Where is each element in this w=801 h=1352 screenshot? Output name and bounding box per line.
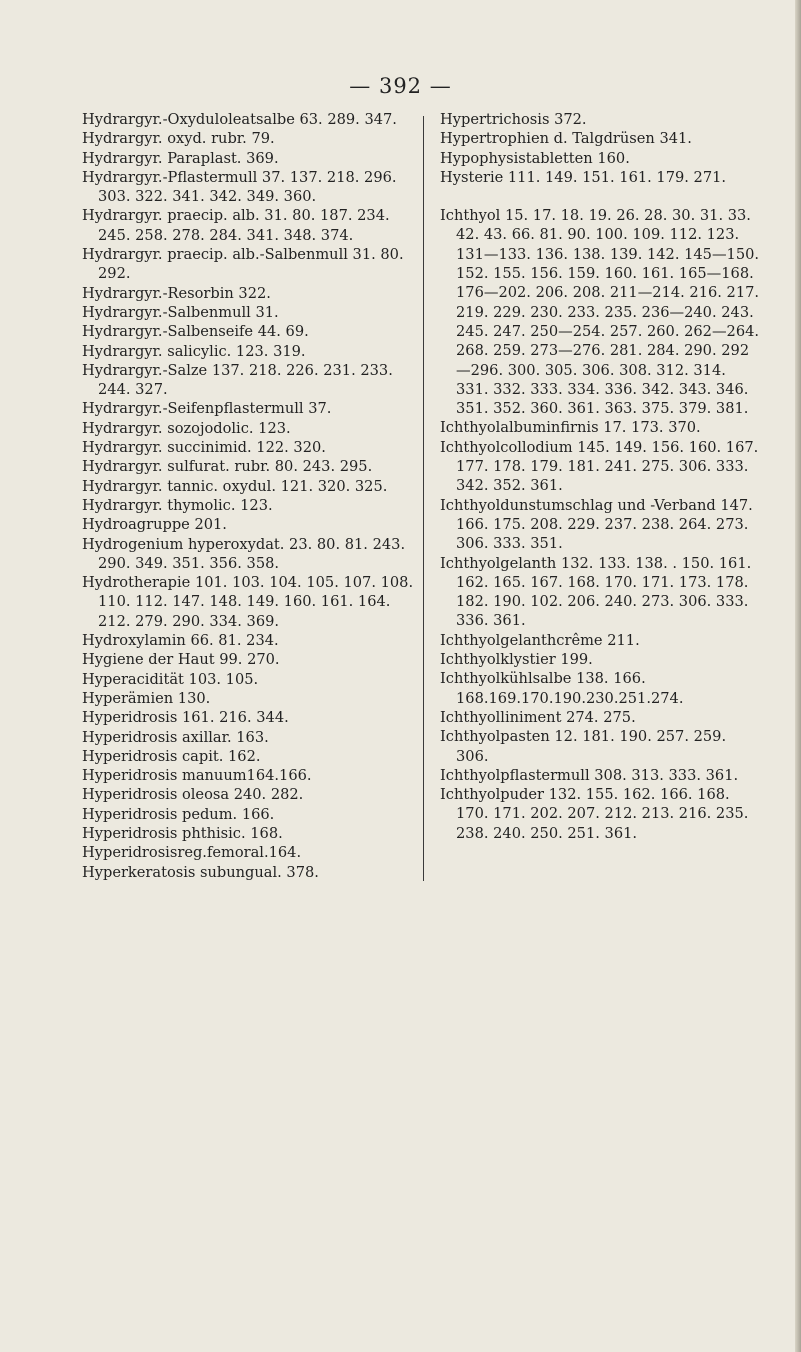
index-entry: Hydrargyr.-Salbenseife 44. 69. (82, 323, 309, 341)
index-entry: Ichthyolgelanthcrême 211. (440, 631, 640, 649)
index-entry: Hypertrophien d. Talgdrüsen 341. (440, 130, 692, 148)
index-entry: Hydrargyr. Paraplast. 369. (82, 149, 279, 167)
index-entry: Hydrargyr. praecip. alb. 31. 80. 187. 234. 245. 258. 278. 284. 341. 348. 374. (82, 207, 390, 244)
index-entry: Hyperidrosis manuum164.166. (82, 767, 312, 785)
index-entry: Hypophysistabletten 160. (440, 149, 630, 167)
index-entry: Hydrargyr. praecip. alb.-Salbenmull 31. 80. 292. (82, 246, 404, 283)
index-entry: Hydrogenium hyperoxydat. 23. 80. 81. 243. 290. 349. 351. 356. 358. (82, 535, 406, 572)
index-entry: Hyperkeratosis subungual. 378. (82, 863, 319, 881)
index-entry: Ichthyolklystier 199. (440, 651, 593, 669)
index-entry: Ichthyolcollodium 145. 149. 156. 160. 167. 177. 178. 179. 181. 241. 275. 306. 333. 342. 352. 361. (440, 438, 759, 495)
index-entry: Hyperidrosis oleosa 240. 282. (82, 786, 304, 804)
index-entry: Ichthyolgelanth 132. 133. 138. . 150. 161. 162. 165. 167. 168. 170. 171. 173. 178. 182. 190. 102. 206. 240. 273. 306. 333. 336. 361. (440, 554, 752, 630)
index-entry: Hyperacidität 103. 105. (82, 670, 259, 688)
index-entry: Hyperidrosis axillar. 163. (82, 728, 269, 746)
index-entry: Ichthyolpasten 12. 181. 190. 257. 259. 306. (440, 728, 727, 765)
index-entry: Ichthyolkühlsalbe 138. 166. 168.169.170.190.230.251.274. (440, 670, 684, 707)
index-entry: Ichthyolalbuminfirnis 17. 173. 370. (440, 419, 701, 437)
index-entry: Hyperidrosis capit. 162. (82, 747, 261, 765)
index-entry: Hydrargyr. sozojodolic. 123. (82, 419, 291, 437)
column-divider (423, 116, 424, 881)
right-index-column (440, 110, 760, 843)
index-entry: Hydrargyr.-Salze 137. 218. 226. 231. 233. 244. 327. (82, 361, 393, 399)
index-entry: Hydrargyr.-Seifenpflastermull 37. (82, 400, 332, 418)
page-edge-shadow (795, 0, 801, 1352)
index-entry: Ichthyoldunstumschlag und -Verband 147. 166. 175. 208. 229. 237. 238. 264. 273. 306. 333. 351. (440, 496, 753, 553)
index-entry: Hydrargyr.-Pflastermull 37. 137. 218. 296. 303. 322. 341. 342. 349. 360. (82, 168, 397, 206)
index-entry: Hyperidrosisreg.femoral.164. (82, 844, 302, 862)
index-entry: Hydrotherapie 101. 103. 104. 105. 107. 108. 110. 112. 147. 148. 149. 160. 161. 164. 212. 279. 290. 334. 369. (82, 574, 414, 630)
index-entry: Hydrargyr. sulfurat. rubr. 80. 243. 295. (82, 458, 373, 476)
index-entry: Hyperidrosis 161. 216. 344. (82, 709, 289, 727)
left-index-column (82, 110, 417, 882)
index-entry: Hydrargyr. salicylic. 123. 319. (82, 342, 306, 360)
index-entry: Hyperidrosis pedum. 166. (82, 805, 275, 823)
index-entry: Hydrargyr. succinimid. 122. 320. (82, 439, 326, 457)
index-entry: Hydrargyr.-Salbenmull 31. (82, 303, 279, 321)
index-entry: Ichthyolpflastermull 308. 313. 333. 361. (440, 766, 739, 784)
index-entry: Ichthyolliniment 274. 275. (440, 708, 636, 726)
index-entry: Hydrargyr.-Resorbin 322. (82, 284, 271, 302)
index-entry: Ichthyol 15. 17. 18. 19. 26. 28. 30. 31. 33. 42. 43. 66. 81. 90. 100. 109. 112. 123. 131—133. 136. 138. 139. 142. 145—150. 152. 155. 156. 159. 160. 161. 165—168. 176—202. 206. 208. 211—214. 216. 217. 219. 229. 230. 233. 235. 236—240. 243. 245. 247. 250—254. 257. 260. 262—264. 268. 259. 273—276. 281. 284. 290. 292—296. 300. 305. 306. 308. 312. 314. 331. 332. 333. 334. 336. 342. 343. 346. 351. 352. 360. 361. 363. 375. 379. 381. (440, 207, 760, 418)
index-entry: Hygiene der Haut 99. 270. (82, 651, 280, 669)
section-gap (440, 187, 760, 206)
index-entry: Hyperämien 130. (82, 689, 211, 707)
index-entry: Hysterie 111. 149. 151. 161. 179. 271. (440, 168, 727, 186)
page-number: — 392 — (349, 74, 452, 98)
index-entry: Hydroagruppe 201. (82, 516, 227, 534)
index-entry: Hyperidrosis phthisic. 168. (82, 824, 283, 842)
index-entry: Hydrargyr. oxyd. rubr. 79. (82, 130, 275, 148)
index-entry: Hydrargyr. thymolic. 123. (82, 496, 273, 514)
index-entry: Hydrargyr. tannic. oxydul. 121. 320. 325. (82, 477, 388, 495)
index-entry: Hydrargyr.-Oxyduloleatsalbe 63. 289. 347. (82, 111, 397, 128)
index-entry: Hydroxylamin 66. 81. 234. (82, 632, 279, 650)
index-entry: Hypertrichosis 372. (440, 111, 587, 128)
index-entry: Ichthyolpuder 132. 155. 162. 166. 168. 170. 171. 202. 207. 212. 213. 216. 235. 238. 240. 250. 251. 361. (440, 786, 749, 842)
